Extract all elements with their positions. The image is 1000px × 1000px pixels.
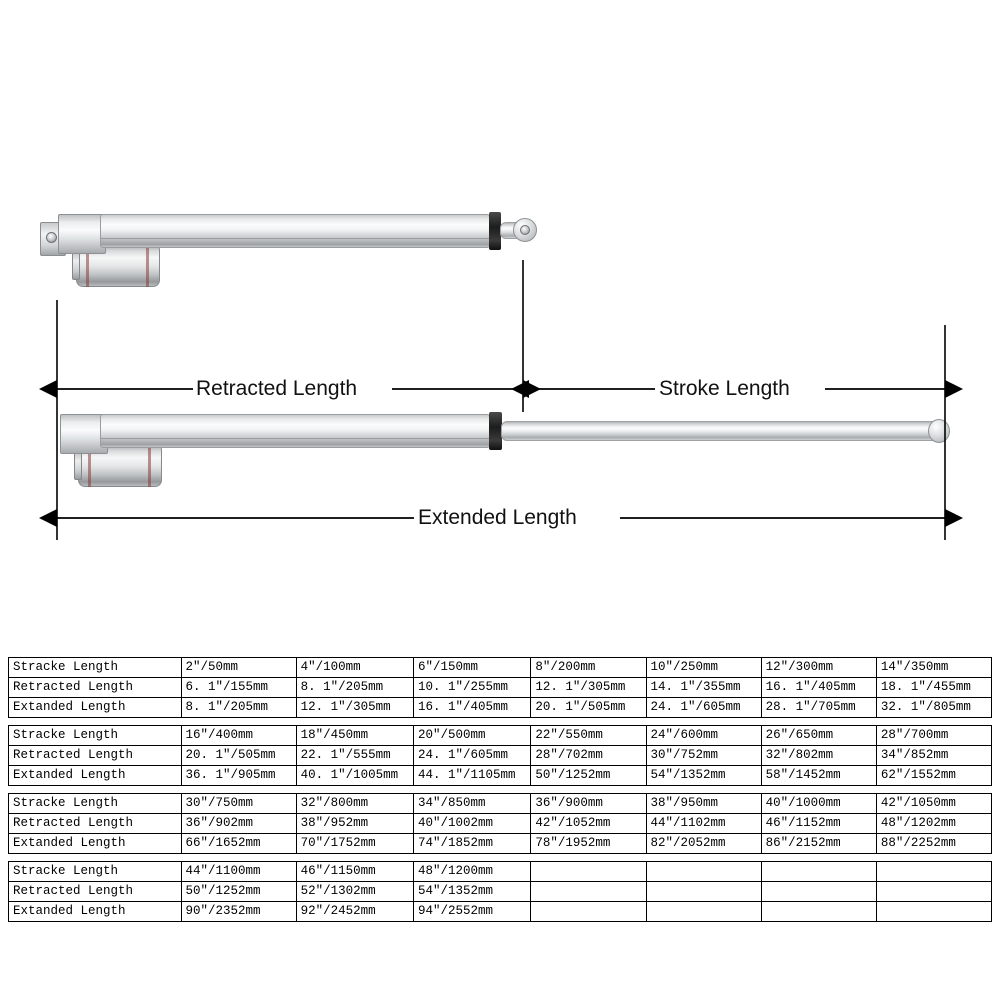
cell: 20. 1″/505mm xyxy=(531,698,646,718)
cell: 18. 1″/455mm xyxy=(876,678,991,698)
table-row xyxy=(9,698,992,718)
table-block-gap xyxy=(9,786,992,794)
table-block-gap xyxy=(9,718,992,726)
table-row xyxy=(9,678,992,698)
cell: 42″/1050mm xyxy=(876,794,991,814)
row-label-retracted: Retracted Length xyxy=(9,678,182,698)
cell: 32. 1″/805mm xyxy=(876,698,991,718)
row-label-stroke: Stracke Length xyxy=(9,794,182,814)
cell: 46″/1152mm xyxy=(761,814,876,834)
cell: 30″/750mm xyxy=(181,794,296,814)
cell: 50″/1252mm xyxy=(181,882,296,902)
table-row xyxy=(9,658,992,678)
extended-length-label: Extended Length xyxy=(418,506,577,529)
cell: 78″/1952mm xyxy=(531,834,646,854)
cell-empty xyxy=(761,902,876,922)
row-label-stroke: Stracke Length xyxy=(9,658,182,678)
cell: 34″/852mm xyxy=(876,746,991,766)
cell: 62″/1552mm xyxy=(876,766,991,786)
cell: 28″/702mm xyxy=(531,746,646,766)
table-row xyxy=(9,766,992,786)
cell-empty xyxy=(876,882,991,902)
cell-empty xyxy=(761,862,876,882)
cell: 28. 1″/705mm xyxy=(761,698,876,718)
cell: 14. 1″/355mm xyxy=(646,678,761,698)
retracted-length-label: Retracted Length xyxy=(196,377,358,400)
cell-empty xyxy=(531,882,646,902)
row-label-retracted: Retracted Length xyxy=(9,882,182,902)
cell: 44″/1102mm xyxy=(646,814,761,834)
cell: 16″/400mm xyxy=(181,726,296,746)
cell: 14″/350mm xyxy=(876,658,991,678)
table-row xyxy=(9,814,992,834)
cell: 8. 1″/205mm xyxy=(181,698,296,718)
row-label-stroke: Stracke Length xyxy=(9,862,182,882)
cell: 50″/1252mm xyxy=(531,766,646,786)
cell-empty xyxy=(531,862,646,882)
cell: 12. 1″/305mm xyxy=(296,698,413,718)
cell: 8″/200mm xyxy=(531,658,646,678)
cell: 36″/902mm xyxy=(181,814,296,834)
table-row xyxy=(9,902,992,922)
row-label-stroke: Stracke Length xyxy=(9,726,182,746)
cell: 94″/2552mm xyxy=(414,902,531,922)
table-row xyxy=(9,882,992,902)
cell: 70″/1752mm xyxy=(296,834,413,854)
cell: 8. 1″/205mm xyxy=(296,678,413,698)
specification-table xyxy=(8,657,992,922)
cell: 24. 1″/605mm xyxy=(646,698,761,718)
cell: 32″/802mm xyxy=(761,746,876,766)
cell: 30″/752mm xyxy=(646,746,761,766)
cell: 36″/900mm xyxy=(531,794,646,814)
row-label-extended: Extanded Length xyxy=(9,902,182,922)
cell: 24. 1″/605mm xyxy=(414,746,531,766)
cell: 28″/700mm xyxy=(876,726,991,746)
cell-empty xyxy=(646,862,761,882)
row-label-extended: Extanded Length xyxy=(9,698,182,718)
row-label-retracted: Retracted Length xyxy=(9,746,182,766)
cell: 34″/850mm xyxy=(414,794,531,814)
cell: 40. 1″/1005mm xyxy=(296,766,413,786)
cell: 20″/500mm xyxy=(414,726,531,746)
cell: 88″/2252mm xyxy=(876,834,991,854)
cell: 4″/100mm xyxy=(296,658,413,678)
cell: 12″/300mm xyxy=(761,658,876,678)
cell: 6. 1″/155mm xyxy=(181,678,296,698)
cell: 66″/1652mm xyxy=(181,834,296,854)
cell: 40″/1000mm xyxy=(761,794,876,814)
cell: 86″/2152mm xyxy=(761,834,876,854)
table-block-gap xyxy=(9,854,992,862)
cell-empty xyxy=(876,862,991,882)
table-row xyxy=(9,746,992,766)
cell: 48″/1200mm xyxy=(414,862,531,882)
row-label-extended: Extanded Length xyxy=(9,834,182,854)
cell: 32″/800mm xyxy=(296,794,413,814)
cell: 52″/1302mm xyxy=(296,882,413,902)
cell: 92″/2452mm xyxy=(296,902,413,922)
cell: 6″/150mm xyxy=(414,658,531,678)
cell: 26″/650mm xyxy=(761,726,876,746)
cell: 44″/1100mm xyxy=(181,862,296,882)
row-label-extended: Extanded Length xyxy=(9,766,182,786)
cell: 38″/950mm xyxy=(646,794,761,814)
cell-empty xyxy=(761,882,876,902)
cell: 90″/2352mm xyxy=(181,902,296,922)
table-row xyxy=(9,862,992,882)
cell: 10. 1″/255mm xyxy=(414,678,531,698)
cell: 18″/450mm xyxy=(296,726,413,746)
cell: 16. 1″/405mm xyxy=(761,678,876,698)
cell: 10″/250mm xyxy=(646,658,761,678)
cell: 12. 1″/305mm xyxy=(531,678,646,698)
cell: 24″/600mm xyxy=(646,726,761,746)
cell: 44. 1″/1105mm xyxy=(414,766,531,786)
cell: 16. 1″/405mm xyxy=(414,698,531,718)
cell: 54″/1352mm xyxy=(646,766,761,786)
table-row xyxy=(9,726,992,746)
cell: 48″/1202mm xyxy=(876,814,991,834)
cell: 54″/1352mm xyxy=(414,882,531,902)
row-label-retracted: Retracted Length xyxy=(9,814,182,834)
cell: 38″/952mm xyxy=(296,814,413,834)
stroke-length-label: Stroke Length xyxy=(659,377,790,400)
cell-empty xyxy=(646,882,761,902)
cell: 2″/50mm xyxy=(181,658,296,678)
table-row xyxy=(9,794,992,814)
cell: 46″/1150mm xyxy=(296,862,413,882)
cell-empty xyxy=(876,902,991,922)
cell: 22″/550mm xyxy=(531,726,646,746)
cell: 42″/1052mm xyxy=(531,814,646,834)
cell: 36. 1″/905mm xyxy=(181,766,296,786)
table-row xyxy=(9,834,992,854)
cell-empty xyxy=(531,902,646,922)
cell: 74″/1852mm xyxy=(414,834,531,854)
cell: 58″/1452mm xyxy=(761,766,876,786)
cell-empty xyxy=(646,902,761,922)
cell: 20. 1″/505mm xyxy=(181,746,296,766)
cell: 22. 1″/555mm xyxy=(296,746,413,766)
cell: 40″/1002mm xyxy=(414,814,531,834)
cell: 82″/2052mm xyxy=(646,834,761,854)
